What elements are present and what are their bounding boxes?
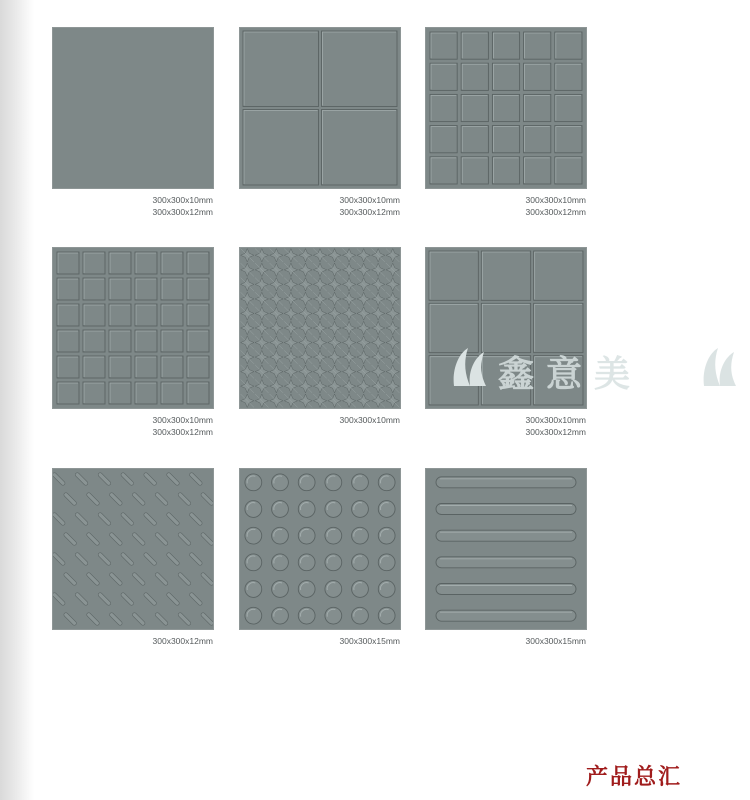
tile-cell (429, 251, 478, 300)
tile-cell (243, 31, 319, 107)
spec-line: 300x300x15mm (339, 636, 400, 646)
tile-cell (524, 157, 551, 184)
tile-cell (57, 252, 79, 274)
tile-cell (187, 356, 209, 378)
tile-cell (57, 304, 79, 326)
tile-cell (109, 252, 131, 274)
tile-image-domes (240, 469, 400, 629)
tile-cell (187, 252, 209, 274)
tile-card (240, 248, 400, 426)
tile-cell (492, 157, 519, 184)
tile-cell (57, 330, 79, 352)
tile-face (426, 469, 586, 629)
tile-cell (109, 382, 131, 404)
tile-cell (135, 252, 157, 274)
page-title: 产品总汇 (586, 765, 683, 790)
tile-card (426, 469, 586, 647)
tile-spec (240, 194, 400, 218)
tile-cell (430, 63, 457, 90)
tile-cell (524, 32, 551, 59)
tile-card (53, 28, 213, 218)
tile-cell (555, 126, 582, 153)
tile-cell (57, 278, 79, 300)
tile-cell (461, 94, 488, 121)
watermark-logo-icon (698, 342, 742, 390)
spec-line: 300x300x10mm (152, 195, 213, 205)
tile-cell (461, 63, 488, 90)
tile-cell (161, 278, 183, 300)
spec-line: 300x300x15mm (525, 636, 586, 646)
watermark-text: 鑫意美 (498, 353, 643, 395)
tile-face (240, 469, 400, 629)
tile-cell (187, 278, 209, 300)
tile-cell (524, 94, 551, 121)
tile-image-grid-5x5 (426, 28, 586, 188)
tile-cell (83, 382, 105, 404)
tile-cell (135, 356, 157, 378)
tile-cell (83, 330, 105, 352)
spec-line: 300x300x10mm (525, 195, 586, 205)
tile-cell (109, 356, 131, 378)
tile-image-plain (53, 28, 213, 188)
tile-image-horizontal-bars (426, 469, 586, 629)
tile-cell (109, 330, 131, 352)
tile-cell (430, 126, 457, 153)
tile-cell (322, 31, 398, 107)
tile-cell (524, 126, 551, 153)
tile-cell (461, 126, 488, 153)
tile-card (53, 248, 213, 438)
tile-cell (109, 304, 131, 326)
spec-line: 300x300x12mm (152, 636, 213, 646)
tile-cell (555, 157, 582, 184)
tile-cell (322, 110, 398, 186)
tile-cell (492, 94, 519, 121)
tile-image-grid-6x6 (53, 248, 213, 408)
tile-cell (492, 126, 519, 153)
tile-cell (161, 304, 183, 326)
spec-line: 300x300x12mm (152, 207, 213, 217)
spec-line: 300x300x10mm (339, 195, 400, 205)
tile-cell (135, 330, 157, 352)
tile-cell (524, 63, 551, 90)
tile-cell (83, 278, 105, 300)
tile-spec (53, 414, 213, 438)
brand-watermark (448, 340, 748, 394)
tile-cell (461, 157, 488, 184)
tile-cell (83, 304, 105, 326)
tile-cell (555, 63, 582, 90)
tile-cell (555, 32, 582, 59)
tile-cell (187, 304, 209, 326)
tile-spec (426, 414, 586, 438)
tile-cell (135, 382, 157, 404)
tile-card (426, 28, 586, 218)
tile-cell (187, 382, 209, 404)
tile-cell (135, 304, 157, 326)
tile-cell (161, 252, 183, 274)
spec-line: 300x300x12mm (339, 207, 400, 217)
tile-cell (57, 356, 79, 378)
spec-line: 300x300x12mm (152, 427, 213, 437)
tile-cell (481, 251, 530, 300)
spec-line: 300x300x12mm (525, 427, 586, 437)
tile-card (53, 469, 213, 647)
tile-card (240, 28, 400, 218)
tile-cell (161, 382, 183, 404)
spec-line: 300x300x10mm (525, 415, 586, 425)
tile-spec (53, 635, 213, 647)
tile-cell (534, 251, 583, 300)
tile-spec (240, 635, 400, 647)
tile-cell (430, 32, 457, 59)
tile-image-diagonal-bars (53, 469, 213, 629)
tile-cell (83, 356, 105, 378)
spec-line: 300x300x10mm (339, 415, 400, 425)
tile-image-star-relief (240, 248, 400, 408)
tile-spec (426, 635, 586, 647)
tile-cell (161, 356, 183, 378)
tile-cell (161, 330, 183, 352)
tile-face (53, 28, 213, 188)
page-edge-shadow (0, 0, 34, 800)
spec-line: 300x300x10mm (152, 415, 213, 425)
tile-cell (187, 330, 209, 352)
tile-spec (53, 194, 213, 218)
tile-cell (461, 32, 488, 59)
tile-cell (430, 157, 457, 184)
tile-image-grid-2x2 (240, 28, 400, 188)
tile-cell (57, 382, 79, 404)
tile-cell (492, 63, 519, 90)
spec-line: 300x300x12mm (525, 207, 586, 217)
tile-cell (135, 278, 157, 300)
tile-cell (109, 278, 131, 300)
tile-spec (426, 194, 586, 218)
tile-cell (430, 94, 457, 121)
tile-card (240, 469, 400, 647)
tile-cell (83, 252, 105, 274)
tile-spec (240, 414, 400, 426)
tile-cell (492, 32, 519, 59)
tile-cell (243, 110, 319, 186)
watermark-logo-icon (448, 342, 492, 390)
tile-cell (555, 94, 582, 121)
